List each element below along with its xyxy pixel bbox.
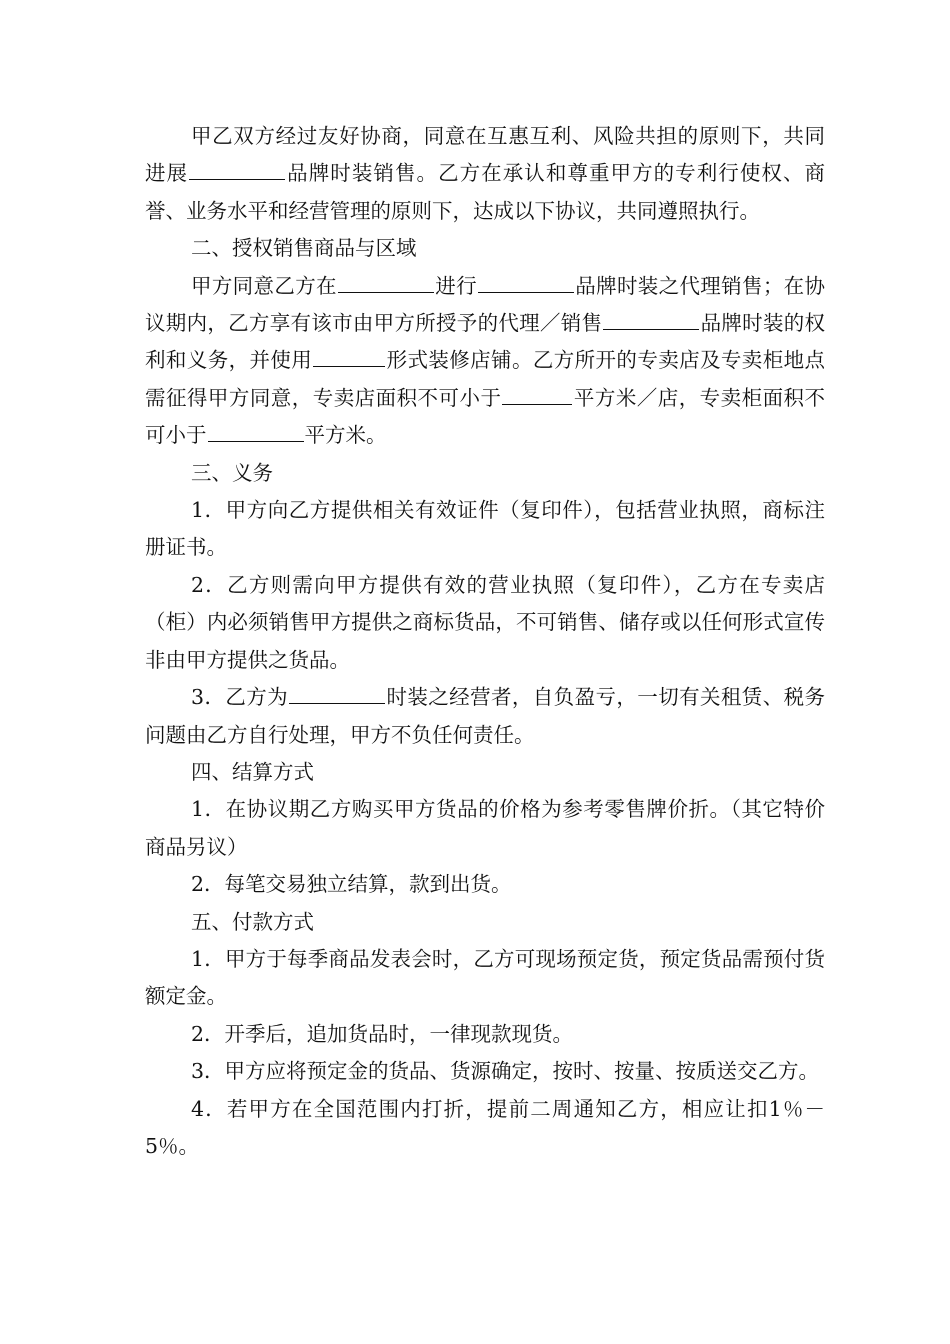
section-heading-3 bbox=[145, 455, 825, 492]
heading-text: 四、结算方式 bbox=[191, 759, 314, 784]
text-segment: 甲乙双方经过友好协商，同意在互惠互利、风险共担的原则下，共同进展 bbox=[145, 124, 825, 186]
text-segment: 1．在协议期乙方购买甲方货品的价格为参考零售牌价折。（其它特价商品另议） bbox=[145, 797, 825, 859]
section-heading-4 bbox=[145, 754, 825, 791]
payment-item-2 bbox=[145, 1016, 825, 1053]
text-segment: 进行 bbox=[434, 273, 477, 298]
obligation-item-2 bbox=[145, 567, 825, 679]
text-segment: 形式装修店铺。乙方所开的专卖店及专卖柜地点需征得甲方同意，专卖店面积不可小于 bbox=[145, 348, 825, 410]
paragraph-authorization bbox=[145, 268, 825, 455]
obligation-item-3 bbox=[145, 679, 825, 754]
text-segment: 3．甲方应将预定金的货品、货源确定，按时、按量、按质送交乙方。 bbox=[191, 1059, 820, 1084]
fill-blank-brand[interactable] bbox=[478, 268, 574, 293]
settlement-item-2 bbox=[145, 866, 825, 903]
text-segment: 1．甲方于每季商品发表会时，乙方可现场预定货，预定货品需预付货额定金。 bbox=[145, 946, 825, 1009]
heading-text: 二、授权销售商品与区域 bbox=[191, 236, 417, 261]
text-segment: 4．若甲方在全国范围内打折，提前二周通知乙方，相应让扣1％－5％。 bbox=[145, 1096, 825, 1158]
fill-blank-counter-area[interactable] bbox=[208, 417, 304, 442]
payment-item-4 bbox=[145, 1091, 825, 1166]
paragraph-intro bbox=[145, 118, 825, 230]
text-segment: 品牌时装之代理销售；在协议期内，乙方享有该市由甲方所授予的代理／销售 bbox=[145, 273, 826, 336]
text-segment: 甲方同意乙方在 bbox=[191, 273, 337, 298]
text-segment: 时装之经营者，自负盈亏，一切有关租赁、税务问题由乙方自行处理，甲方不负任何责任。 bbox=[145, 685, 826, 747]
text-segment: 2．开季后，追加货品时，一律现款现货。 bbox=[191, 1021, 574, 1046]
fill-blank-brand-2[interactable] bbox=[603, 305, 699, 330]
text-segment: 2．乙方则需向甲方提供有效的营业执照（复印件），乙方在专卖店（柜）内必须销售甲方提供之商标货品，不可销售、储存或以任何形式宣传非由甲方提供之货品。 bbox=[145, 572, 825, 672]
obligation-item-1 bbox=[145, 492, 825, 567]
text-segment: 3．乙方为 bbox=[191, 685, 289, 710]
fill-blank[interactable] bbox=[189, 155, 285, 180]
text-segment: 平方米。 bbox=[304, 423, 387, 448]
text-segment: 品牌时装的权利和义务，并使用 bbox=[145, 311, 826, 373]
heading-text: 五、付款方式 bbox=[191, 909, 314, 934]
document-body bbox=[145, 118, 825, 1165]
payment-item-3 bbox=[145, 1053, 825, 1090]
payment-item-1 bbox=[145, 941, 825, 1016]
fill-blank-operator[interactable] bbox=[289, 679, 385, 704]
text-segment: 平方米／店，专卖柜面积不可小于 bbox=[145, 385, 826, 448]
heading-text: 三、义务 bbox=[191, 460, 273, 485]
section-heading-5 bbox=[145, 904, 825, 941]
text-segment: 2．每笔交易独立结算，款到出货。 bbox=[191, 872, 512, 897]
text-segment: 1．甲方向乙方提供相关有效证件（复印件），包括营业执照，商标注册证书。 bbox=[145, 498, 825, 560]
text-segment: 品牌时装销售。乙方在承认和尊重甲方的专利行使权、商誉、业务水平和经营管理的原则下，达成以下协议，共同遵照执行。 bbox=[145, 161, 826, 223]
fill-blank-region[interactable] bbox=[338, 268, 434, 293]
fill-blank-store-area[interactable] bbox=[502, 380, 572, 405]
fill-blank-style[interactable] bbox=[313, 342, 385, 367]
settlement-item-1 bbox=[145, 791, 825, 866]
section-heading-2 bbox=[145, 230, 825, 267]
